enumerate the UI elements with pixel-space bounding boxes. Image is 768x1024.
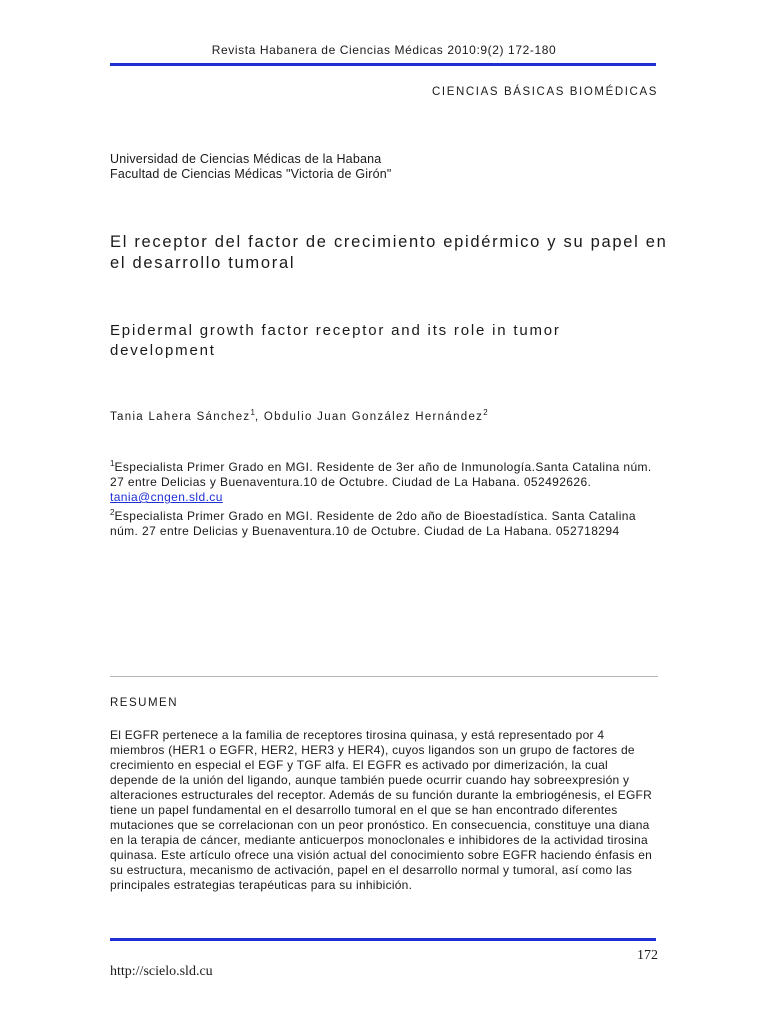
footer-url[interactable]: http://scielo.sld.cu [110, 964, 213, 979]
note-1-text: Especialista Primer Grado en MGI. Residente de 3er año de Inmunología.Santa Catalina núm. 27 entre Delicias y Buenaventura.10 de Octubre. Ciudad de La Habana. 052492626. [110, 460, 652, 489]
title-english: Epidermal growth factor receptor and its role in tumor development [110, 322, 561, 359]
journal-header: Revista Habanera de Ciencias Médicas 2010:9(2) 172-180 [211, 43, 557, 57]
author-notes [110, 456, 658, 539]
title-spanish: El receptor del factor de crecimiento epidérmico y su papel en el desarrollo tumoral [110, 233, 668, 272]
header-rule [110, 63, 656, 66]
author-1: Tania Lahera Sánchez [110, 410, 251, 423]
note-1-mark: 1 [110, 459, 115, 468]
resumen-heading: RESUMEN [110, 697, 179, 709]
affiliation [110, 152, 392, 182]
footer-rule [110, 938, 656, 941]
author-note-1 [110, 456, 658, 505]
affiliation-university: Universidad de Ciencias Médicas de la Habana [110, 152, 382, 166]
author-separator: , [254, 410, 264, 423]
email-link[interactable]: tania@cngen.sld.cu [110, 490, 223, 504]
authors [110, 408, 488, 423]
page-number: 172 [637, 948, 658, 963]
author-2-mark: 2 [483, 408, 488, 417]
note-2-text: Especialista Primer Grado en MGI. Residente de 2do año de Bioestadística. Santa Catalina núm. 27 entre Delicias y Buenaventura.10 de Octubre. Ciudad de La Habana. 052718294 [110, 509, 636, 538]
section-divider [110, 676, 658, 677]
resumen-text: El EGFR pertenece a la familia de receptores tirosina quinasa, y está representado por 4 miembros (HER1 o EGFR, HER2, HER3 y HER4), cuyos ligandos son un grupo de factores de crecimiento en especial el EGF y TGF alfa. El EGFR es activado por dimerización, la cual depende de la unión del ligando, aunque también puede ocurrir cuando hay sobreexpresión y alteraciones estructurales del receptor. Además de su función durante la embriogénesis, el EGFR tiene un papel fundamental en el desarrollo tumoral en el que se han encontrado diferentes mutaciones que se correlacionan con un peor pronóstico. En consecuencia, constituye una diana en la terapia de cáncer, mediante anticuerpos monoclonales e inhibidores de la actividad tirosina quinasa. Este artículo ofrece una visión actual del conocimiento sobre EGFR haciendo énfasis en su estructura, mecanismo de activación, papel en el desarrollo normal y tumoral, así como las principales estrategias terapéuticas para su inhibición. [110, 728, 653, 892]
affiliation-faculty: Facultad de Ciencias Médicas "Victoria de Girón" [110, 167, 392, 181]
note-2-mark: 2 [110, 508, 115, 517]
author-1-mark: 1 [250, 408, 255, 417]
section-label: CIENCIAS BÁSICAS BIOMÉDICAS [432, 86, 658, 98]
author-note-2 [110, 505, 658, 539]
author-2: Obdulio Juan González Hernández [263, 410, 484, 423]
